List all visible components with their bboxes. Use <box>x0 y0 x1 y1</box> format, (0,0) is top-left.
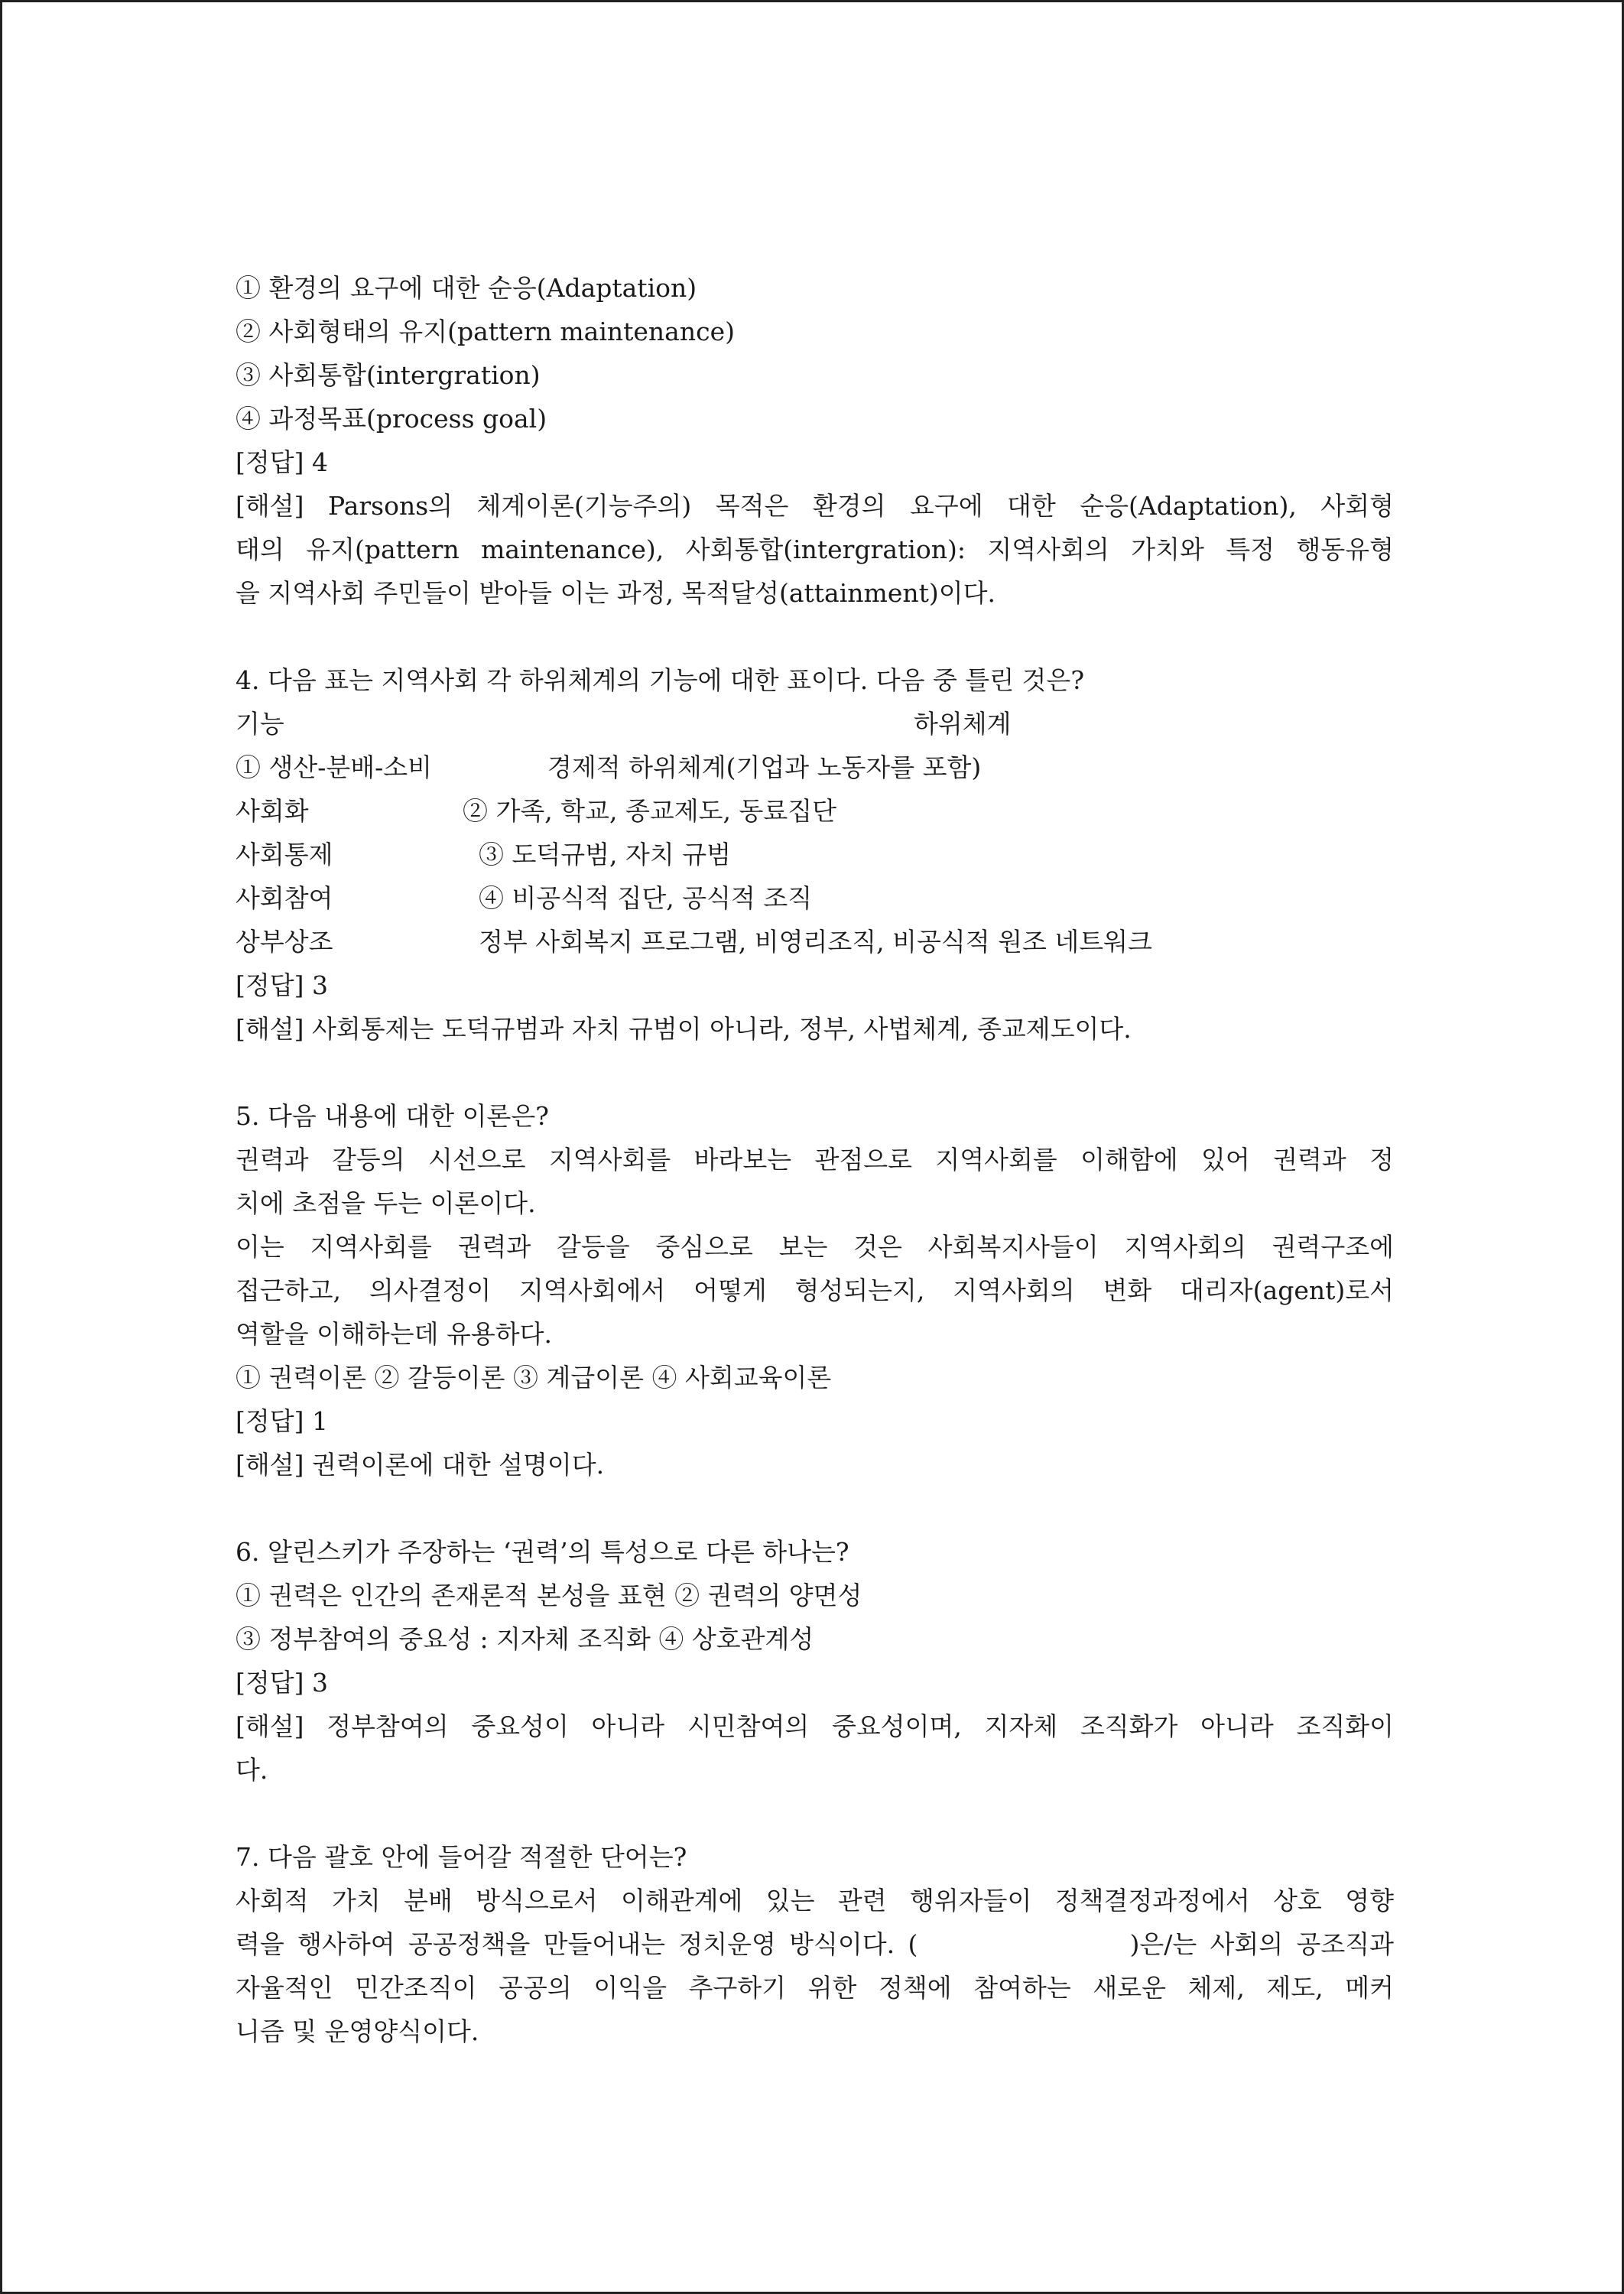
q4-row-subsystem: 경제적 하위체계(기업과 노동자를 포함) <box>547 752 982 782</box>
q4-row-function: ① 생산-분배-소비 <box>235 752 433 782</box>
q6-explanation-line-2: 다. <box>235 1755 268 1785</box>
spacer <box>235 615 1394 658</box>
q3-answer: [정답] 4 <box>235 447 328 477</box>
q3-option-1: ① 환경의 요구에 대한 순응(Adaptation) <box>235 273 697 303</box>
q5-answer: [정답] 1 <box>235 1406 328 1436</box>
q5-body-line-1: 권력과 갈등의 시선으로 지역사회를 바라보는 관점으로 지역사회를 이해함에 있어 권력과 정 <box>235 1145 1394 1175</box>
q4-row-subsystem: 정부 사회복지 프로그램, 비영리조직, 비공식적 원조 네트워크 <box>479 927 1152 957</box>
q4-table-row <box>235 746 1394 789</box>
q4-table-header <box>235 702 1394 746</box>
q3-option-2: ② 사회형태의 유지(pattern maintenance) <box>235 317 735 346</box>
q3-explanation-line-3: 을 지역사회 주민들이 받아들 이는 과정, 목적달성(attainment)이다. <box>235 578 996 608</box>
q4-explanation: [해설] 사회통제는 도덕규범과 자치 규범이 아니라, 정부, 사법체계, 종교제도이다. <box>235 1014 1132 1044</box>
q5-body-line-3: 이는 지역사회를 권력과 갈등을 중심으로 보는 것은 사회복지사들이 지역사회의 권력구조에 <box>235 1232 1394 1262</box>
q6-answer: [정답] 3 <box>235 1668 328 1698</box>
q4-row-function: 사회통제 <box>235 840 333 869</box>
q4-row-subsystem: ③ 도덕규범, 자치 규범 <box>479 840 731 869</box>
q4-table-row <box>235 876 1394 920</box>
q4-table-row <box>235 833 1394 876</box>
q7-body-line-2: 력을 행사하여 공공정책을 만들어내는 정치운영 방식이다. ( )은/는 사회의 공조직과 <box>235 1929 1394 1959</box>
q6-explanation-line-1: [해설] 정부참여의 중요성이 아니라 시민참여의 중요성이며, 지자체 조직화가 아니라 조직화이 <box>235 1711 1394 1741</box>
spacer <box>235 1051 1394 1094</box>
q4-row-function: 사회화 <box>235 796 309 826</box>
q5-question: 5. 다음 내용에 대한 이론은? <box>235 1101 549 1131</box>
q5-explanation: [해설] 권력이론에 대한 설명이다. <box>235 1450 605 1480</box>
q5-body-line-2: 치에 초점을 두는 이론이다. <box>235 1188 536 1218</box>
q4-header-function: 기능 <box>235 709 284 739</box>
document-content <box>235 266 1394 2053</box>
q4-table-row <box>235 789 1394 833</box>
q3-explanation-line-2: 태의 유지(pattern maintenance), 사회통합(intergration): 지역사회의 가치와 특정 행동유형 <box>235 535 1394 564</box>
q4-row-function: 사회참여 <box>235 883 333 913</box>
q4-answer: [정답] 3 <box>235 970 328 1000</box>
q7-body-line-4: 니즘 및 운영양식이다. <box>235 2016 479 2046</box>
q7-body-line-1: 사회적 가치 분배 방식으로서 이해관계에 있는 관련 행위자들이 정책결정과정에서 상호 영향 <box>235 1886 1394 1915</box>
spacer <box>235 1487 1394 1530</box>
q6-options-line-2: ③ 정부참여의 중요성 : 지자체 조직화 ④ 상호관계성 <box>235 1624 814 1654</box>
q5-body-line-5: 역할을 이해하는데 유용하다. <box>235 1319 553 1349</box>
q7-question: 7. 다음 괄호 안에 들어갈 적절한 단어는? <box>235 1842 687 1872</box>
q3-option-4: ④ 과정목표(process goal) <box>235 404 547 434</box>
q3-explanation-line-1: [해설] Parsons의 체계이론(기능주의) 목적은 환경의 요구에 대한 순응(Adaptation), 사회형 <box>235 491 1394 521</box>
q4-row-subsystem: ④ 비공식적 집단, 공식적 조직 <box>479 883 813 913</box>
spacer <box>235 1792 1394 1835</box>
q4-question: 4. 다음 표는 지역사회 각 하위체계의 기능에 대한 표이다. 다음 중 틀린 것은? <box>235 665 1085 695</box>
q5-options: ① 권력이론 ② 갈등이론 ③ 계급이론 ④ 사회교육이론 <box>235 1363 832 1392</box>
q4-row-function: 상부상조 <box>235 927 333 957</box>
q5-body-line-4: 접근하고, 의사결정이 지역사회에서 어떻게 형성되는지, 지역사회의 변화 대리자(agent)로서 <box>235 1275 1394 1305</box>
q6-question: 6. 알린스키가 주장하는 ‘권력’의 특성으로 다른 하나는? <box>235 1537 849 1567</box>
q3-option-3: ③ 사회통합(intergration) <box>235 360 541 390</box>
q4-table-row <box>235 920 1394 963</box>
q4-header-subsystem: 하위체계 <box>914 709 1012 739</box>
q4-row-subsystem: ② 가족, 학교, 종교제도, 동료집단 <box>463 796 836 826</box>
q6-options-line-1: ① 권력은 인간의 존재론적 본성을 표현 ② 권력의 양면성 <box>235 1581 862 1610</box>
q7-body-line-3: 자율적인 민간조직이 공공의 이익을 추구하기 위한 정책에 참여하는 새로운 체제, 제도, 메커 <box>235 1973 1394 2003</box>
